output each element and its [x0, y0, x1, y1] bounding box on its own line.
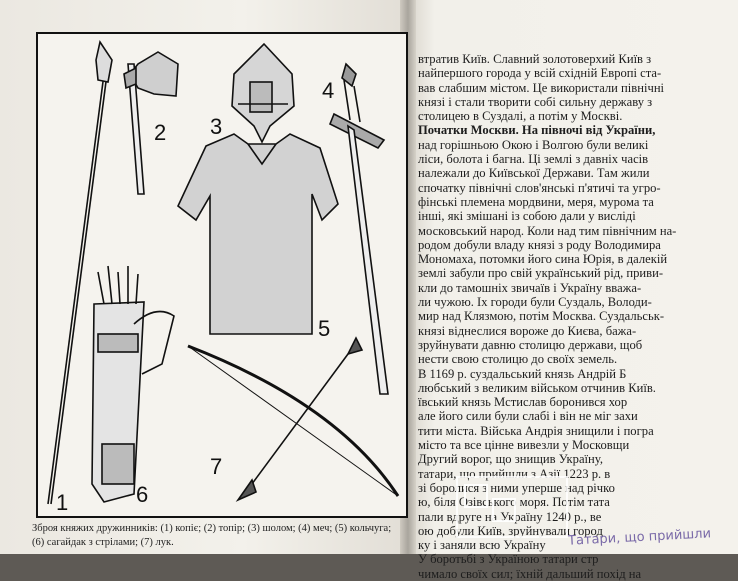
- text-line: мир над Клязмою, потім Москва. Суздальськ-: [418, 309, 665, 324]
- watermark-frame: [456, 476, 568, 538]
- quiver-drawing: [92, 266, 174, 502]
- text-line: ю, біля Озівського моря. Потім тата: [418, 495, 610, 510]
- text-line: Другий ворог, що знищив Україну,: [418, 452, 603, 467]
- text-line: місто та все цінне вивезли у Московщи: [418, 438, 630, 453]
- text-line: втратив Київ. Славний золотоверхий Київ з: [418, 52, 652, 66]
- illustration-caption: Зброя княжих дружинників: (1) копіє; (2) топір; (3) шолом; (4) меч; (5) кольчуга; (6) сагайдак з стрілами; (7) лук.: [32, 523, 392, 548]
- watermark-square: [492, 498, 516, 522]
- chainmail-drawing: [178, 134, 338, 334]
- text-line: князі віднеслися вороже до Києва, бажа-: [418, 323, 637, 338]
- text-line: кли до тамошніх звичаїв і Україну вважа-: [418, 280, 642, 295]
- text-line: але його сили були слабі і він не міг захи: [418, 409, 638, 424]
- helmet-drawing: [232, 44, 294, 142]
- text-line: ли чужою. Іх городи були Суздаль, Володи-: [418, 295, 652, 310]
- text-line: чимало своїх сил; їхній дальший похід на: [418, 566, 642, 581]
- label-4: 4: [322, 78, 335, 103]
- text-line: ку і заняли всю Україну: [418, 538, 546, 553]
- text-line: князі і стали творити собі сильну державу з: [418, 94, 653, 109]
- label-2: 2: [154, 120, 167, 145]
- text-line: В 1169 р. суздальський князь Андрій Б: [418, 366, 627, 381]
- text-line: спочатку північні слов'янські п'ятичі та угро-: [418, 180, 661, 195]
- label-5: 5: [318, 316, 331, 341]
- label-6: 6: [136, 482, 149, 507]
- text-line: любський з великим військом отчинив Київ.: [418, 380, 656, 395]
- text-line: інші, які змішані із собою дали у висліді: [418, 209, 636, 224]
- text-line: належали до Київської Держави. Там жили: [418, 166, 650, 181]
- weapons-illustration: [36, 32, 408, 518]
- text-line: пали вдруге на Україну 1240 р., ве: [418, 509, 602, 524]
- label-1: 1: [56, 490, 69, 515]
- text-line: найпершого города у всій східній Европі ста-: [418, 66, 662, 81]
- text-line: вав слабшим містом. Це використали північні: [418, 80, 665, 95]
- text-line: ліси, болота і багна. Ці землі з давніх часів: [418, 152, 649, 167]
- handwritten-note: Татари, що прийшли: [567, 526, 712, 549]
- axe-drawing: [124, 52, 178, 194]
- text-line: землі забули про свій український рід, приви-: [418, 266, 664, 281]
- watermark-square: [464, 484, 488, 508]
- text-line: московський народ. Коли над тим північним на-: [418, 223, 677, 238]
- text-line: татари, що прийшли з Азії 1223 р. в: [418, 466, 611, 481]
- text-line: зруйнувати давню столицю держави, щоб: [418, 337, 643, 352]
- text-line: над горішньою Окою і Волгою були великі: [418, 137, 649, 152]
- text-line: столицею в Суздалі, а потім у Москві.: [418, 109, 623, 124]
- weapons-drawing: [38, 34, 410, 520]
- text-line: ою добули Київ, зруйнували город: [418, 523, 603, 538]
- arrow-drawing: [238, 338, 362, 500]
- text-line: Мономаха, потомки його сина Юрія, в далекій: [418, 252, 668, 267]
- text-line: зі боролися з ними уперше над річко: [418, 480, 615, 495]
- text-line: родом добули владу князі з роду Володимира: [418, 237, 661, 252]
- text-line-heading: Початки Москви. На півночі від України,: [418, 123, 656, 138]
- text-line: ївський князь Мстислав боронився хор: [418, 395, 628, 410]
- label-3: 3: [210, 114, 223, 139]
- text-line: У боротьбі з Україною татари стр: [418, 552, 599, 567]
- text-line: фінські племена мордвини, меря, мурома та: [418, 194, 654, 209]
- text-line: тити міста. Війська Андрія знищили і погра: [418, 423, 654, 438]
- text-line: нести свою столицю до своїх земель.: [418, 352, 618, 367]
- label-7: 7: [210, 454, 223, 479]
